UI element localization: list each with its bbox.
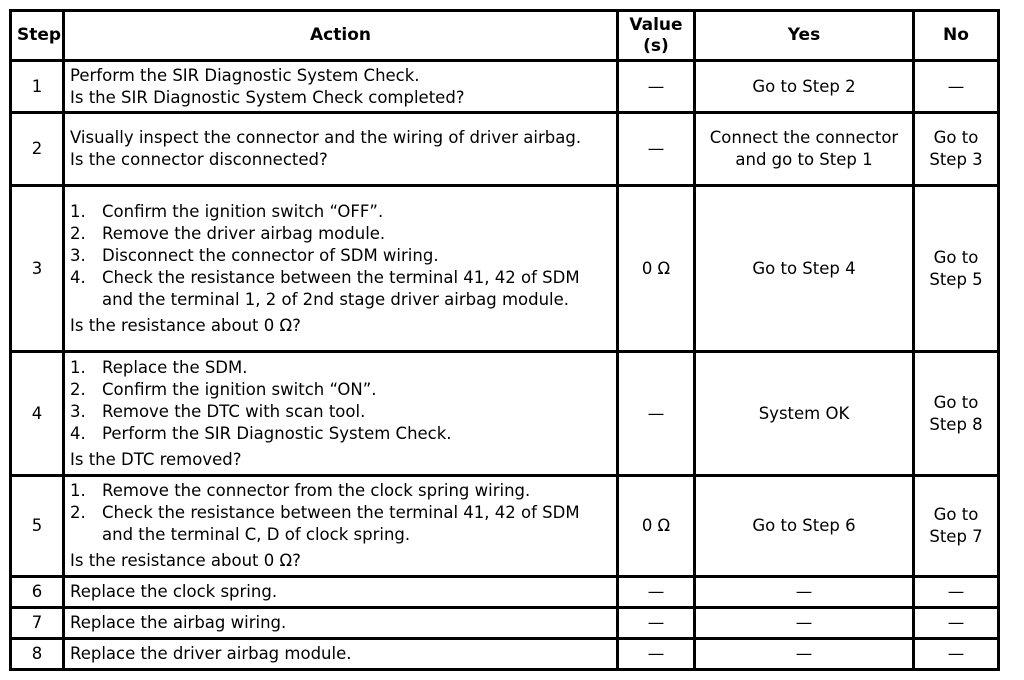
table-row (11, 186, 999, 352)
action-cell (64, 352, 618, 476)
action-step-item (70, 502, 611, 546)
header-step: Step (11, 11, 64, 61)
action-text: Is the SIR Diagnostic System Check completed? (70, 87, 465, 107)
action-step-number: 4. (70, 423, 86, 443)
action-step-number: 1. (70, 201, 86, 221)
no-cell: Go to Step 3 (914, 113, 999, 186)
no-cell: — (914, 577, 999, 608)
header-row (11, 11, 999, 61)
action-step-item (70, 401, 611, 423)
action-step-text: Disconnect the connector of SDM wiring. (102, 245, 439, 265)
table-row (11, 577, 999, 608)
action-step-number: 2. (70, 503, 86, 522)
value-cell: 0 Ω (618, 476, 695, 577)
action-step-item (70, 423, 611, 445)
action-text: Replace the driver airbag module. (70, 644, 352, 663)
action-cell (64, 186, 618, 352)
action-text: Replace the clock spring. (70, 582, 278, 601)
no-cell: Go to Step 8 (914, 352, 999, 476)
action-step-number: 2. (70, 223, 86, 243)
action-step-item (70, 223, 611, 245)
action-step-text: Remove the connector from the clock spring wiring. (102, 481, 531, 500)
diagnostic-table (9, 9, 1000, 671)
value-cell: 0 Ω (618, 186, 695, 352)
action-step-text: Perform the SIR Diagnostic System Check. (102, 423, 452, 443)
table-row (11, 352, 999, 476)
header-value-label: Value (s) (629, 14, 683, 56)
action-step-number: 1. (70, 481, 86, 500)
no-cell: — (914, 61, 999, 113)
action-step-text: Confirm the ignition switch “ON”. (102, 379, 377, 399)
header-action: Action (64, 11, 618, 61)
action-step-number: 3. (70, 245, 86, 265)
yes-cell: Go to Step 4 (695, 186, 914, 352)
action-step-item (70, 357, 611, 379)
action-cell (64, 608, 618, 639)
action-question: Is the DTC removed? (70, 449, 242, 469)
action-steps-list (70, 357, 611, 445)
action-step-text: Confirm the ignition switch “OFF”. (102, 201, 384, 221)
step-number: 5 (11, 476, 64, 577)
action-step-number: 1. (70, 357, 86, 377)
yes-cell: — (695, 608, 914, 639)
yes-cell: — (695, 639, 914, 670)
value-cell: — (618, 639, 695, 670)
action-cell (64, 476, 618, 577)
table-row (11, 476, 999, 577)
action-step-item (70, 201, 611, 223)
action-step-number: 3. (70, 401, 86, 421)
no-cell: Go to Step 5 (914, 186, 999, 352)
action-question: Is the resistance about 0 Ω? (70, 551, 301, 570)
action-step-text: Remove the DTC with scan tool. (102, 401, 366, 421)
header-no: No (914, 11, 999, 61)
action-step-text: Check the resistance between the terminal 41, 42 of SDM and the terminal 1, 2 of 2nd stage driver airbag module. (102, 267, 580, 309)
step-number: 2 (11, 113, 64, 186)
step-number: 4 (11, 352, 64, 476)
table-row (11, 113, 999, 186)
action-cell (64, 639, 618, 670)
step-number: 8 (11, 639, 64, 670)
action-steps-list (70, 480, 611, 546)
step-number: 6 (11, 577, 64, 608)
action-step-number: 2. (70, 379, 86, 399)
action-step-text: Remove the driver airbag module. (102, 223, 386, 243)
action-text: Perform the SIR Diagnostic System Check. (70, 65, 420, 85)
no-cell: — (914, 639, 999, 670)
header-yes: Yes (695, 11, 914, 61)
value-cell: — (618, 113, 695, 186)
header-value (618, 11, 695, 61)
value-cell: — (618, 577, 695, 608)
no-cell: Go to Step 7 (914, 476, 999, 577)
action-step-number: 4. (70, 267, 86, 287)
action-text: Replace the airbag wiring. (70, 613, 287, 632)
action-cell (64, 61, 618, 113)
yes-cell: Go to Step 2 (695, 61, 914, 113)
action-step-text: Check the resistance between the terminal 41, 42 of SDM and the terminal C, D of clock spring. (102, 503, 580, 544)
table-row (11, 639, 999, 670)
yes-cell: System OK (695, 352, 914, 476)
step-number: 7 (11, 608, 64, 639)
action-cell (64, 577, 618, 608)
action-text: Is the connector disconnected? (70, 150, 328, 169)
value-cell: — (618, 608, 695, 639)
action-question: Is the resistance about 0 Ω? (70, 315, 301, 335)
yes-cell: Connect the connector and go to Step 1 (695, 113, 914, 186)
yes-cell: Go to Step 6 (695, 476, 914, 577)
action-step-item (70, 245, 611, 267)
action-steps-list (70, 201, 611, 311)
step-number: 1 (11, 61, 64, 113)
table-row (11, 608, 999, 639)
action-step-text: Replace the SDM. (102, 357, 248, 377)
action-cell (64, 113, 618, 186)
step-number: 3 (11, 186, 64, 352)
action-step-item (70, 379, 611, 401)
value-cell: — (618, 352, 695, 476)
yes-cell: — (695, 577, 914, 608)
action-text: Visually inspect the connector and the wiring of driver airbag. (70, 128, 582, 147)
value-cell: — (618, 61, 695, 113)
table-row (11, 61, 999, 113)
no-cell: — (914, 608, 999, 639)
action-step-item (70, 480, 611, 502)
action-step-item (70, 267, 611, 311)
